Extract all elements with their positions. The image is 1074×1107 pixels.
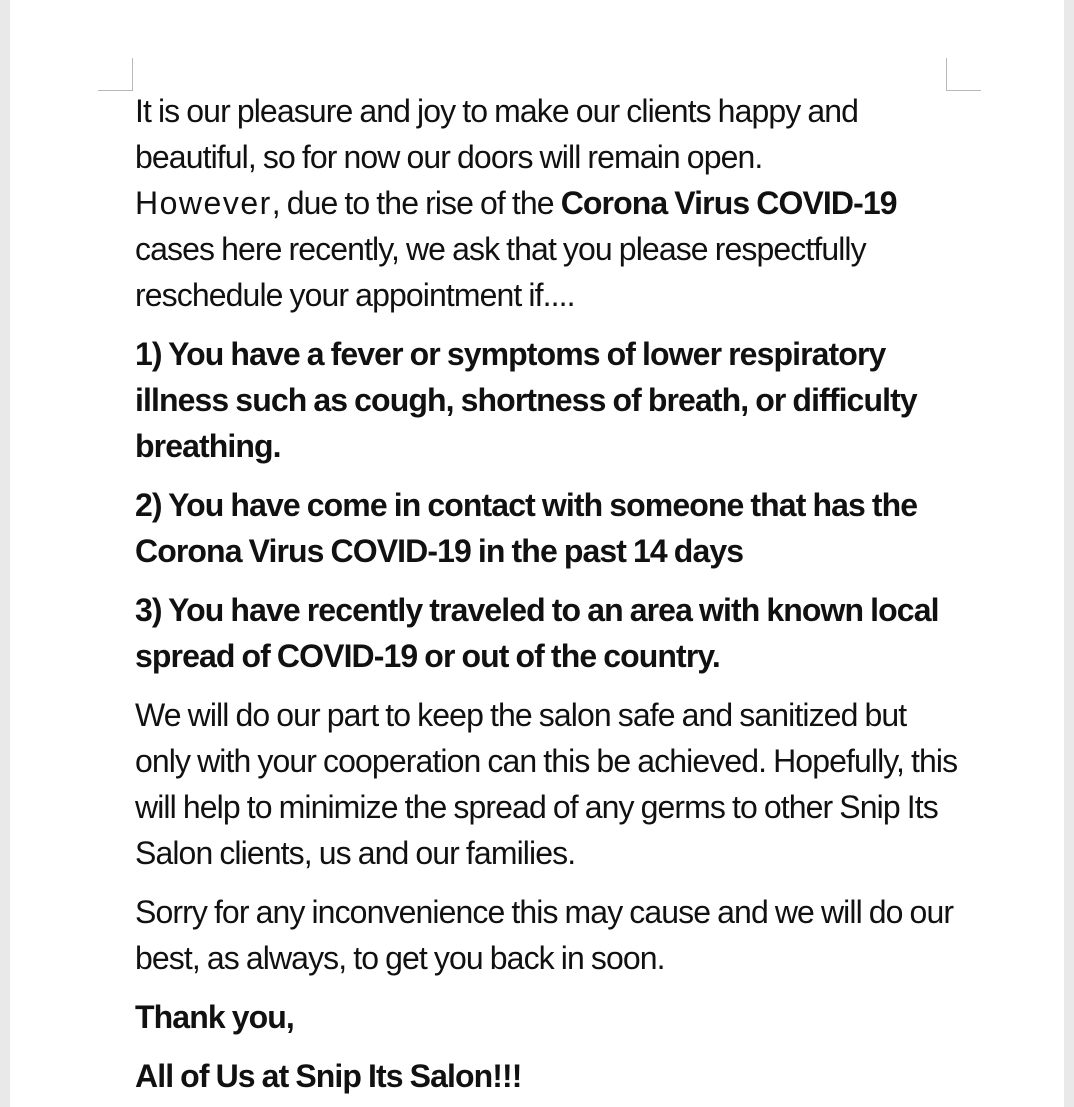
condition-2: 2) You have come in contact with someone that has the Corona Virus COVID-19 in the past 14 days xyxy=(135,487,918,569)
condition-3: 3) You have recently traveled to an area with known local spread of COVID-19 or out of the country. xyxy=(135,592,939,674)
cooperation-paragraph: We will do our part to keep the salon safe and sanitized but only with your cooperation can this be achieved. Hopefully, this will help to minimize the spread of any germs to other Snip Its Salon clients, us and our families. xyxy=(135,697,958,871)
intro-text-start: It is our pleasure and joy to make our clients happy and beautiful, so for now our doors will remain open. xyxy=(135,93,859,175)
document-body xyxy=(135,88,965,1107)
intro-paragraph xyxy=(135,88,965,318)
intro-virus-name: Corona Virus COVID-19 xyxy=(560,185,897,221)
intro-text-middle: , due to the rise of the xyxy=(271,185,561,221)
margin-marker-top-right xyxy=(946,58,981,91)
margin-marker-top-left xyxy=(98,58,133,91)
intro-text-end: cases here recently, we ask that you please respectfully reschedule your appointment if.... xyxy=(135,231,866,313)
apology-paragraph: Sorry for any inconvenience this may cause and we will do our best, as always, to get you back in soon. xyxy=(135,894,954,976)
document-page xyxy=(10,0,1064,1107)
condition-1: 1) You have a fever or symptoms of lower respiratory illness such as cough, shortness of breath, or difficulty breathing. xyxy=(135,336,917,464)
intro-however: However xyxy=(135,185,272,221)
closing-line: Thank you, xyxy=(135,999,294,1035)
signature-line: All of Us at Snip Its Salon!!! xyxy=(135,1058,522,1094)
